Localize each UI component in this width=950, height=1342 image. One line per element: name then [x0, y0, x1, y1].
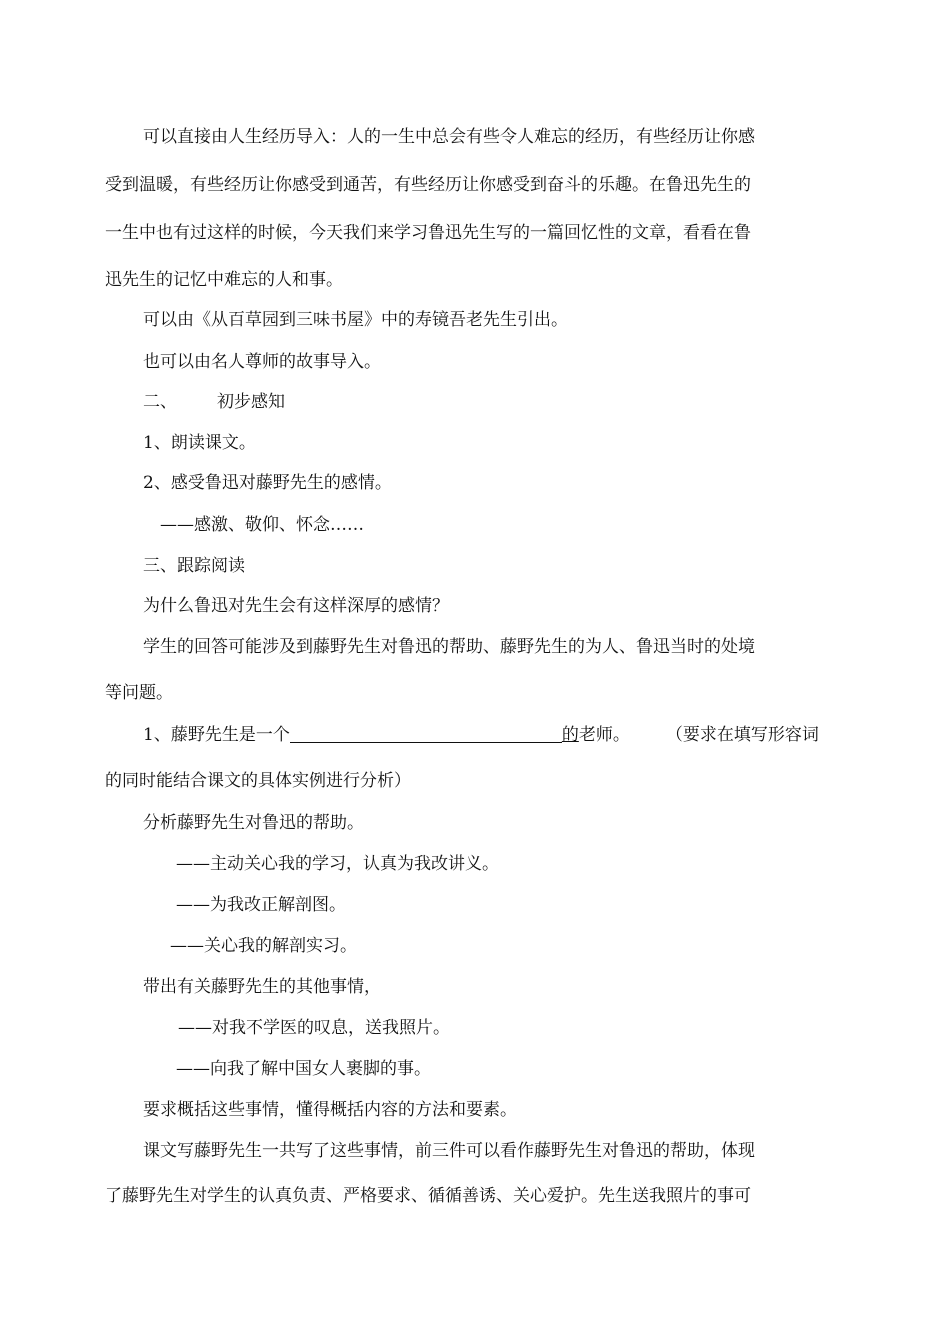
fill-in-question: [143, 720, 819, 745]
step-1: 1、朗读课文。: [143, 433, 256, 453]
fill-in-prefix: 1、藤野先生是一个: [143, 725, 290, 745]
answer-line-1: 学生的回答可能涉及到藤野先生对鲁迅的帮助、藤野先生的为人、鲁迅当时的处境: [143, 637, 755, 657]
other-event-2: ——向我了解中国女人裹脚的事。: [176, 1059, 431, 1079]
question: 为什么鲁迅对先生会有这样深厚的感情？: [143, 596, 449, 616]
other-event-1: ——对我不学医的叹息，送我照片。: [178, 1018, 450, 1038]
fill-in-suffix: 老师。: [578, 725, 630, 745]
other-events-heading: 带出有关藤野先生的其他事情，: [143, 977, 381, 997]
answer-line-2: 等问题。: [105, 683, 173, 703]
fill-in-note-cont: 的同时能结合课文的具体实例进行分析）: [105, 771, 411, 791]
intro-option-2: 可以由《从百草园到三味书屋》中的寿镜吾老先生引出。: [143, 310, 568, 330]
fill-in-note: （要求在填写形容词: [665, 725, 819, 745]
paragraph-intro-line-1: 可以直接由人生经历导入：人的一生中总会有些令人难忘的经历，有些经历让你感: [143, 127, 755, 147]
feelings-list: ——感激、敬仰、怀念……: [160, 515, 364, 535]
answer-blank[interactable]: [290, 724, 562, 743]
analysis-heading: 分析藤野先生对鲁迅的帮助。: [143, 813, 364, 833]
help-item-1: ——主动关心我的学习，认真为我改讲义。: [176, 854, 499, 874]
conclusion-line-2: 了藤野先生对学生的认真负责、严格要求、循循善诱、关心爱护。先生送我照片的事可: [105, 1186, 751, 1206]
paragraph-intro-line-4: 迅先生的记忆中难忘的人和事。: [105, 270, 343, 290]
fill-in-particle: 的: [561, 725, 579, 745]
intro-option-3: 也可以由名人尊师的故事导入。: [143, 352, 381, 372]
section-number: 二、: [143, 392, 177, 412]
step-2: 2、感受鲁迅对藤野先生的感情。: [143, 473, 392, 493]
section-heading-2: [143, 387, 285, 412]
help-item-3: ——关心我的解剖实习。: [170, 936, 357, 956]
section-title: 初步感知: [217, 392, 285, 412]
help-item-2: ——为我改正解剖图。: [176, 895, 346, 915]
summary-requirement: 要求概括这些事情，懂得概括内容的方法和要素。: [143, 1100, 517, 1120]
section-heading-3: 三、跟踪阅读: [143, 556, 245, 576]
paragraph-intro-line-3: 一生中也有过这样的时候，今天我们来学习鲁迅先生写的一篇回忆性的文章，看看在鲁: [105, 223, 751, 243]
conclusion-line-1: 课文写藤野先生一共写了这些事情，前三件可以看作藤野先生对鲁迅的帮助，体现: [143, 1141, 755, 1161]
paragraph-intro-line-2: 受到温暖，有些经历让你感受到通苦，有些经历让你感受到奋斗的乐趣。在鲁迅先生的: [105, 175, 751, 195]
